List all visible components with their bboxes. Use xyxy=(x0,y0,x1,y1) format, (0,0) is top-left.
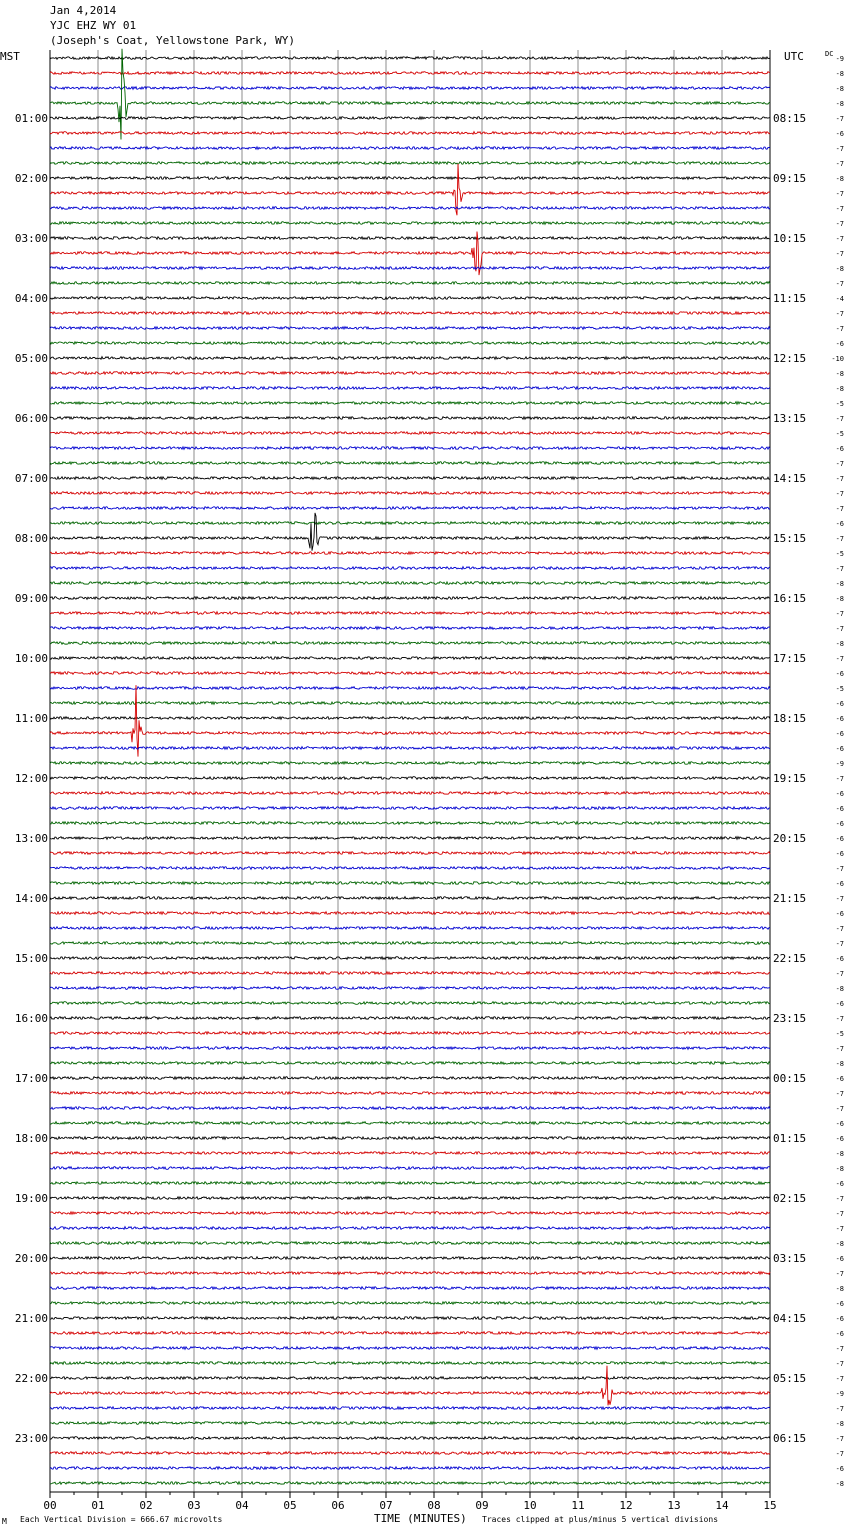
left-hour-label-0400: 04:00 xyxy=(14,292,48,305)
trace-63 xyxy=(50,1002,770,1005)
left-hour-label-2300: 23:00 xyxy=(14,1432,48,1445)
trace-0 xyxy=(50,57,770,60)
trace-34 xyxy=(50,567,770,570)
trace-26 xyxy=(50,447,770,450)
dc-offset-label-19: -6 xyxy=(835,340,844,348)
dc-offset-label-69: -7 xyxy=(835,1090,844,1098)
dc-offset-label-13: -7 xyxy=(835,250,844,258)
x-tick-label-15: 15 xyxy=(763,1499,777,1512)
left-hour-label-0300: 03:00 xyxy=(14,232,48,245)
left-hour-label-2000: 20:00 xyxy=(14,1252,48,1265)
trace-77 xyxy=(50,1212,770,1215)
dc-offset-label-70: -7 xyxy=(835,1105,844,1113)
dc-offset-label-0: -9 xyxy=(835,55,844,63)
left-timezone-label: MST xyxy=(0,50,20,63)
dc-offset-label-24: -7 xyxy=(835,415,844,423)
dc-offset-label-84: -6 xyxy=(835,1315,844,1323)
trace-37 xyxy=(50,612,770,615)
trace-69 xyxy=(50,1092,770,1095)
dc-offset-label-16: -4 xyxy=(835,295,844,303)
x-tick-label-09: 09 xyxy=(475,1499,489,1512)
trace-19 xyxy=(50,342,770,345)
dc-offset-label-28: -7 xyxy=(835,475,844,483)
trace-21 xyxy=(50,372,770,375)
x-tick-label-11: 11 xyxy=(571,1499,585,1512)
dc-offset-label-57: -6 xyxy=(835,910,844,918)
right-hour-label-1215: 12:15 xyxy=(773,352,807,365)
trace-68 xyxy=(50,1077,770,1080)
dc-offset-label-92: -7 xyxy=(835,1435,844,1443)
dc-offset-label-15: -7 xyxy=(835,280,844,288)
left-hour-label-0800: 08:00 xyxy=(14,532,48,545)
trace-20 xyxy=(50,357,770,360)
x-tick-label-00: 00 xyxy=(43,1499,57,1512)
trace-60 xyxy=(50,957,770,960)
dc-offset-label-37: -7 xyxy=(835,610,844,618)
left-hour-label-1300: 13:00 xyxy=(14,832,48,845)
dc-offset-label-64: -7 xyxy=(835,1015,844,1023)
trace-22 xyxy=(50,387,770,390)
right-hour-label-0815: 08:15 xyxy=(773,112,807,125)
dc-offset-label-71: -6 xyxy=(835,1120,844,1128)
x-axis-title: TIME (MINUTES) xyxy=(374,1512,467,1525)
dc-offset-label-10: -7 xyxy=(835,205,844,213)
trace-82 xyxy=(50,1287,770,1290)
left-hour-label-1000: 10:00 xyxy=(14,652,48,665)
dc-offset-label-78: -7 xyxy=(835,1225,844,1233)
right-hour-label-0315: 03:15 xyxy=(773,1252,807,1265)
trace-52 xyxy=(50,837,770,840)
trace-73 xyxy=(50,1152,770,1155)
right-hour-label-2215: 22:15 xyxy=(773,952,807,965)
dc-offset-label-95: -8 xyxy=(835,1480,844,1488)
left-hour-label-1100: 11:00 xyxy=(14,712,48,725)
right-hour-label-1115: 11:15 xyxy=(773,292,807,305)
dc-offset-label-56: -7 xyxy=(835,895,844,903)
trace-94 xyxy=(50,1467,770,1470)
dc-offset-label-22: -8 xyxy=(835,385,844,393)
trace-51 xyxy=(50,822,770,825)
trace-14 xyxy=(50,267,770,270)
x-tick-label-10: 10 xyxy=(523,1499,537,1512)
trace-27 xyxy=(50,462,770,465)
dc-offset-label-86: -7 xyxy=(835,1345,844,1353)
dc-offset-label-4: -7 xyxy=(835,115,844,123)
dc-offset-label-39: -8 xyxy=(835,640,844,648)
left-hour-label-2100: 21:00 xyxy=(14,1312,48,1325)
dc-offset-label-90: -7 xyxy=(835,1405,844,1413)
header-location: (Joseph's Coat, Yellowstone Park, WY) xyxy=(50,34,296,47)
dc-offset-label-1: -8 xyxy=(835,70,844,78)
trace-11 xyxy=(50,222,770,225)
trace-46 xyxy=(50,747,770,750)
trace-83 xyxy=(50,1302,770,1305)
trace-1 xyxy=(50,72,770,75)
dc-offset-label-62: -8 xyxy=(835,985,844,993)
right-hour-label-0915: 09:15 xyxy=(773,172,807,185)
dc-offset-label-27: -7 xyxy=(835,460,844,468)
dc-offset-label-63: -6 xyxy=(835,1000,844,1008)
dc-offset-label-50: -6 xyxy=(835,805,844,813)
trace-59 xyxy=(50,942,770,945)
left-hour-label-0200: 02:00 xyxy=(14,172,48,185)
trace-71 xyxy=(50,1122,770,1125)
dc-offset-label-33: -5 xyxy=(835,550,844,558)
dc-offset-label-52: -6 xyxy=(835,835,844,843)
trace-25 xyxy=(50,432,770,435)
dc-offset-label-8: -8 xyxy=(835,175,844,183)
dc-offset-label-51: -6 xyxy=(835,820,844,828)
right-hour-label-2015: 20:15 xyxy=(773,832,807,845)
trace-15 xyxy=(50,282,770,285)
trace-53 xyxy=(50,852,770,855)
header-date: Jan 4,2014 xyxy=(50,4,117,17)
trace-48 xyxy=(50,777,770,780)
dc-offset-label-3: -8 xyxy=(835,100,844,108)
dc-offset-label-12: -7 xyxy=(835,235,844,243)
dc-offset-label-40: -7 xyxy=(835,655,844,663)
trace-89 xyxy=(50,1366,770,1406)
dc-offset-label-58: -7 xyxy=(835,925,844,933)
header-station: YJC EHZ WY 01 xyxy=(50,19,137,32)
trace-38 xyxy=(50,627,770,630)
trace-87 xyxy=(50,1362,770,1365)
trace-39 xyxy=(50,642,770,645)
dc-offset-label-48: -7 xyxy=(835,775,844,783)
dc-offset-label-25: -5 xyxy=(835,430,844,438)
left-hour-label-1700: 17:00 xyxy=(14,1072,48,1085)
dc-offset-label-23: -5 xyxy=(835,400,844,408)
dc-offset-label-2: -8 xyxy=(835,85,844,93)
trace-23 xyxy=(50,402,770,405)
right-hour-label-2115: 21:15 xyxy=(773,892,807,905)
x-tick-label-07: 07 xyxy=(379,1499,393,1512)
dc-offset-label-17: -7 xyxy=(835,310,844,318)
dc-offset-label-6: -7 xyxy=(835,145,844,153)
right-hour-label-1415: 14:15 xyxy=(773,472,807,485)
trace-5 xyxy=(50,132,770,135)
trace-16 xyxy=(50,297,770,300)
trace-74 xyxy=(50,1167,770,1170)
dc-offset-label-87: -7 xyxy=(835,1360,844,1368)
right-hour-label-1915: 19:15 xyxy=(773,772,807,785)
dc-offset-label-72: -6 xyxy=(835,1135,844,1143)
dc-offset-label-73: -8 xyxy=(835,1150,844,1158)
vertical-division-note: Each Vertical Division = 666.67 microvolts xyxy=(20,1515,223,1524)
trace-66 xyxy=(50,1047,770,1050)
trace-86 xyxy=(50,1347,770,1350)
x-tick-label-12: 12 xyxy=(619,1499,633,1512)
left-hour-label-1500: 15:00 xyxy=(14,952,48,965)
trace-67 xyxy=(50,1062,770,1065)
dc-offset-label-9: -7 xyxy=(835,190,844,198)
dc-offset-label-20: -10 xyxy=(831,355,844,363)
trace-47 xyxy=(50,762,770,765)
left-hour-label-2200: 22:00 xyxy=(14,1372,48,1385)
dc-offset-label-79: -8 xyxy=(835,1240,844,1248)
right-hour-label-0515: 05:15 xyxy=(773,1372,807,1385)
dc-offset-label-89: -9 xyxy=(835,1390,844,1398)
trace-32 xyxy=(50,513,770,551)
x-tick-label-02: 02 xyxy=(139,1499,153,1512)
trace-61 xyxy=(50,972,770,975)
trace-79 xyxy=(50,1242,770,1245)
left-hour-label-1900: 19:00 xyxy=(14,1192,48,1205)
trace-62 xyxy=(50,987,770,990)
dc-offset-label-76: -7 xyxy=(835,1195,844,1203)
right-hour-label-2315: 23:15 xyxy=(773,1012,807,1025)
dc-offset-label-49: -6 xyxy=(835,790,844,798)
left-hour-label-0600: 06:00 xyxy=(14,412,48,425)
footer-mark: M xyxy=(2,1517,7,1526)
dc-offset-label-59: -7 xyxy=(835,940,844,948)
clipping-note: Traces clipped at plus/minus 5 vertical divisions xyxy=(482,1515,719,1524)
left-hour-label-0900: 09:00 xyxy=(14,592,48,605)
trace-90 xyxy=(50,1407,770,1410)
x-tick-label-13: 13 xyxy=(667,1499,681,1512)
trace-29 xyxy=(50,492,770,495)
x-tick-label-08: 08 xyxy=(427,1499,441,1512)
dc-offset-label-93: -7 xyxy=(835,1450,844,1458)
dc-offset-label-60: -6 xyxy=(835,955,844,963)
x-tick-label-01: 01 xyxy=(91,1499,105,1512)
trace-35 xyxy=(50,582,770,585)
left-hour-label-0700: 07:00 xyxy=(14,472,48,485)
right-hour-label-1315: 13:15 xyxy=(773,412,807,425)
right-hour-label-0215: 02:15 xyxy=(773,1192,807,1205)
dc-offset-label-54: -7 xyxy=(835,865,844,873)
trace-56 xyxy=(50,897,770,900)
trace-78 xyxy=(50,1227,770,1230)
dc-offset-label-77: -7 xyxy=(835,1210,844,1218)
trace-91 xyxy=(50,1422,770,1425)
dc-offset-label-55: -6 xyxy=(835,880,844,888)
trace-88 xyxy=(50,1377,770,1380)
left-hour-label-0100: 01:00 xyxy=(14,112,48,125)
trace-85 xyxy=(50,1332,770,1335)
dc-offset-label-74: -8 xyxy=(835,1165,844,1173)
dc-offset-label-75: -6 xyxy=(835,1180,844,1188)
dc-offset-label-85: -6 xyxy=(835,1330,844,1338)
dc-offset-label-65: -5 xyxy=(835,1030,844,1038)
trace-65 xyxy=(50,1032,770,1035)
trace-57 xyxy=(50,912,770,915)
trace-17 xyxy=(50,312,770,315)
right-hour-label-0615: 06:15 xyxy=(773,1432,807,1445)
trace-54 xyxy=(50,867,770,870)
dc-offset-label-80: -6 xyxy=(835,1255,844,1263)
dc-offset-label-67: -8 xyxy=(835,1060,844,1068)
dc-offset-label-31: -6 xyxy=(835,520,844,528)
left-hour-label-1800: 18:00 xyxy=(14,1132,48,1145)
trace-50 xyxy=(50,807,770,810)
dc-offset-label-44: -6 xyxy=(835,715,844,723)
trace-40 xyxy=(50,657,770,660)
dc-offset-label-11: -7 xyxy=(835,220,844,228)
trace-36 xyxy=(50,597,770,600)
trace-7 xyxy=(50,162,770,165)
x-tick-label-14: 14 xyxy=(715,1499,729,1512)
dc-offset-label-91: -8 xyxy=(835,1420,844,1428)
trace-64 xyxy=(50,1017,770,1020)
x-tick-label-06: 06 xyxy=(331,1499,345,1512)
left-hour-label-1600: 16:00 xyxy=(14,1012,48,1025)
trace-80 xyxy=(50,1257,770,1260)
dc-offset-label-82: -8 xyxy=(835,1285,844,1293)
dc-offset-label-18: -7 xyxy=(835,325,844,333)
trace-84 xyxy=(50,1317,770,1320)
dc-offset-label-42: -5 xyxy=(835,685,844,693)
dc-offset-label-68: -6 xyxy=(835,1075,844,1083)
right-timezone-label: UTC xyxy=(784,50,804,63)
dc-offset-label-81: -7 xyxy=(835,1270,844,1278)
trace-58 xyxy=(50,927,770,930)
trace-55 xyxy=(50,882,770,885)
dc-offset-label-43: -6 xyxy=(835,700,844,708)
trace-10 xyxy=(50,207,770,210)
dc-offset-label-53: -6 xyxy=(835,850,844,858)
right-hour-label-0015: 00:15 xyxy=(773,1072,807,1085)
right-hour-label-0115: 01:15 xyxy=(773,1132,807,1145)
dc-offset-label-34: -7 xyxy=(835,565,844,573)
right-hour-label-1515: 15:15 xyxy=(773,532,807,545)
trace-75 xyxy=(50,1182,770,1185)
trace-45 xyxy=(50,685,770,757)
dc-offset-label-29: -7 xyxy=(835,490,844,498)
left-hour-label-1200: 12:00 xyxy=(14,772,48,785)
trace-43 xyxy=(50,702,770,705)
dc-offset-label-88: -7 xyxy=(835,1375,844,1383)
trace-3 xyxy=(50,49,770,140)
dc-offset-label-32: -7 xyxy=(835,535,844,543)
dc-offset-label-7: -7 xyxy=(835,160,844,168)
right-hour-label-1715: 17:15 xyxy=(773,652,807,665)
trace-42 xyxy=(50,687,770,690)
trace-70 xyxy=(50,1107,770,1110)
x-tick-label-05: 05 xyxy=(283,1499,297,1512)
trace-30 xyxy=(50,507,770,510)
dc-offset-label-30: -7 xyxy=(835,505,844,513)
trace-24 xyxy=(50,417,770,420)
right-hour-label-0415: 04:15 xyxy=(773,1312,807,1325)
dc-offset-label-38: -7 xyxy=(835,625,844,633)
dc-offset-label-21: -8 xyxy=(835,370,844,378)
trace-95 xyxy=(50,1482,770,1485)
trace-93 xyxy=(50,1452,770,1455)
left-hour-label-0500: 05:00 xyxy=(14,352,48,365)
dc-offset-label-36: -8 xyxy=(835,595,844,603)
trace-4 xyxy=(50,117,770,120)
right-hour-label-1815: 18:15 xyxy=(773,712,807,725)
dc-offset-label-61: -7 xyxy=(835,970,844,978)
dc-offset-label-35: -8 xyxy=(835,580,844,588)
dc-offset-label-47: -9 xyxy=(835,760,844,768)
dc-header-label: DC xyxy=(825,50,834,58)
dc-offset-label-83: -6 xyxy=(835,1300,844,1308)
right-hour-label-1015: 10:15 xyxy=(773,232,807,245)
trace-6 xyxy=(50,147,770,150)
trace-72 xyxy=(50,1137,770,1140)
dc-offset-label-45: -6 xyxy=(835,730,844,738)
dc-offset-label-66: -7 xyxy=(835,1045,844,1053)
trace-81 xyxy=(50,1272,770,1275)
dc-offset-label-26: -6 xyxy=(835,445,844,453)
dc-offset-label-41: -6 xyxy=(835,670,844,678)
trace-12 xyxy=(50,237,770,240)
dc-offset-label-46: -6 xyxy=(835,745,844,753)
trace-28 xyxy=(50,477,770,480)
dc-offset-label-94: -6 xyxy=(835,1465,844,1473)
dc-offset-label-14: -8 xyxy=(835,265,844,273)
trace-18 xyxy=(50,327,770,330)
x-tick-label-04: 04 xyxy=(235,1499,249,1512)
dc-offset-label-5: -6 xyxy=(835,130,844,138)
trace-31 xyxy=(50,522,770,525)
right-hour-label-1615: 16:15 xyxy=(773,592,807,605)
trace-44 xyxy=(50,717,770,720)
trace-49 xyxy=(50,792,770,795)
trace-2 xyxy=(50,87,770,90)
x-tick-label-03: 03 xyxy=(187,1499,201,1512)
trace-41 xyxy=(50,672,770,675)
trace-92 xyxy=(50,1437,770,1440)
trace-33 xyxy=(50,552,770,555)
left-hour-label-1400: 14:00 xyxy=(14,892,48,905)
trace-8 xyxy=(50,177,770,180)
trace-76 xyxy=(50,1197,770,1200)
